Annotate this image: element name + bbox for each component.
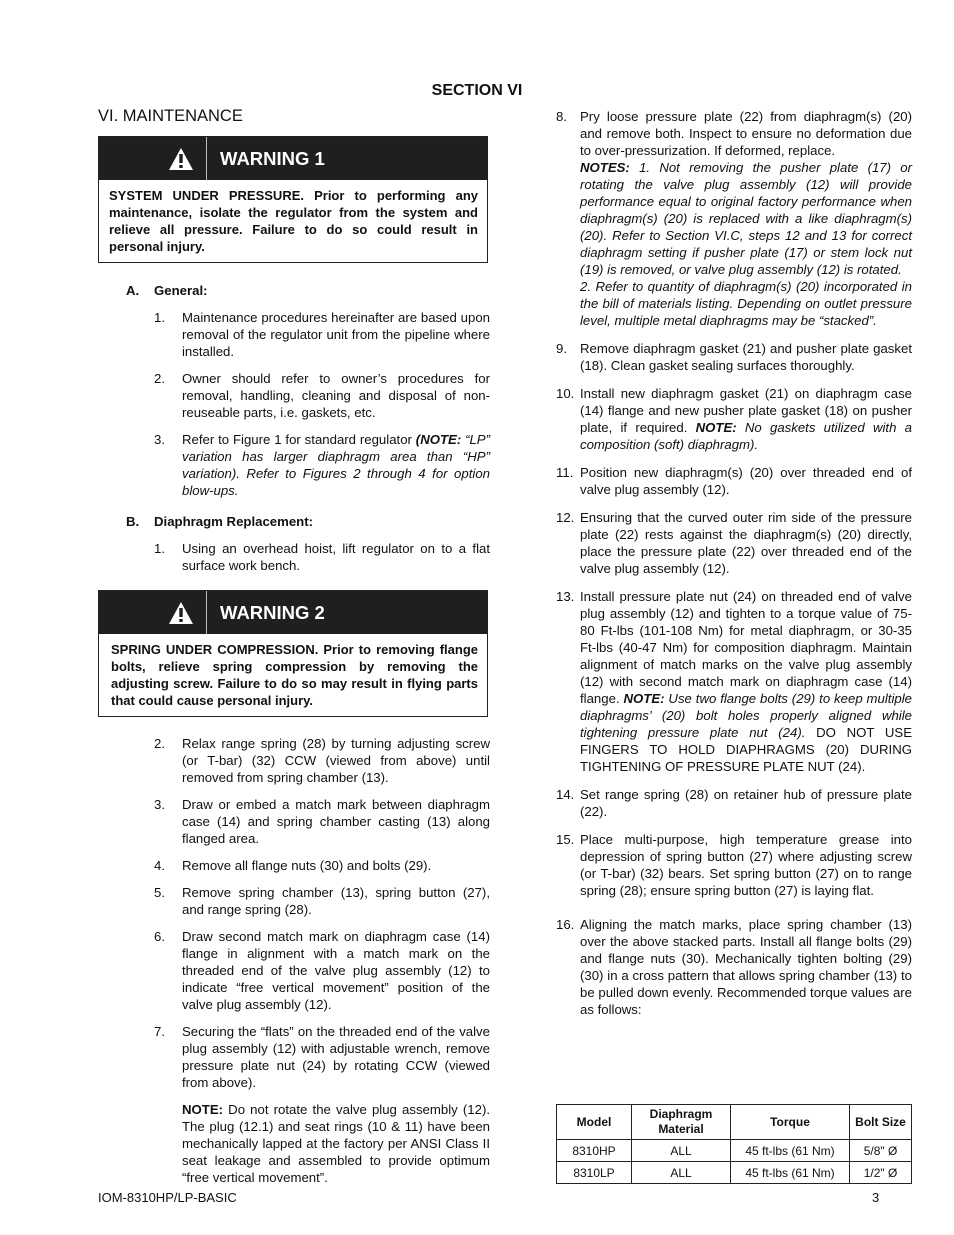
- table-cell: 1/2" Ø: [850, 1162, 912, 1184]
- step-11: 11. Position new diaphragm(s) (20) over threaded end of valve plug assembly (12).: [556, 465, 912, 497]
- warning-2-box: [98, 590, 488, 717]
- general-item-3: 3. Refer to Figure 1 for standard regulator (NOTE: “LP” variation has larger diaphragm area than “HP” variation). Refer to Figures 2 through 4 for option blow-ups.: [154, 432, 490, 498]
- table-row: [557, 1140, 912, 1162]
- step-4: 4. Remove all flange nuts (30) and bolts (29).: [154, 858, 432, 873]
- footer-page-number: 3: [872, 1190, 880, 1205]
- step-10: 10. Install new diaphragm gasket (21) on diaphragm case (14) flange and new pusher plate gasket (18) on pusher plate, if required. NOTE: No gaskets utilized with a composition (soft) diaphragm).: [556, 386, 912, 452]
- warning-2-header: [99, 591, 487, 634]
- table-header-cell: Torque: [731, 1105, 850, 1140]
- step-3: 3. Draw or embed a match mark between diaphragm case (14) and spring chamber casting (13) along flanged area.: [154, 797, 490, 846]
- warning-1-text: SYSTEM UNDER PRESSURE. Prior to performing any maintenance, isolate the regulator from the system and relieve all pressure. Failure to do so could result in personal injury.: [109, 188, 478, 254]
- warning-1-title: WARNING 1: [220, 148, 325, 169]
- right-column: [556, 108, 912, 1029]
- table-row: [557, 1162, 912, 1184]
- warning-2-title: WARNING 2: [220, 602, 325, 623]
- step-12: 12. Ensuring that the curved outer rim side of the pressure plate (22) rests against the diaphragm(s) (20) directly, place the pressure plate (22) over threaded end of the valve plug assembly (12).: [556, 510, 912, 576]
- step-9: 9. Remove diaphragm gasket (21) and pusher plate gasket (18). Clean gasket sealing surfaces thoroughly.: [556, 341, 912, 373]
- general-item-1: 1. Maintenance procedures hereinafter are based upon removal of the regulator unit from the pipeline where installed.: [154, 310, 490, 359]
- left-column: [98, 108, 490, 1186]
- warning-1-header: [99, 137, 487, 180]
- step-2: 2. Relax range spring (28) by turning adjusting screw (or T-bar) (32) CCW (viewed from above) until removed from spring chamber (13).: [154, 736, 490, 785]
- general-item-2: 2. Owner should refer to owner’s procedures for removal, handling, cleaning and disposal of non-reuseable parts, i.e. gaskets, etc.: [154, 371, 490, 420]
- table-header-cell: Model: [557, 1105, 632, 1140]
- table-cell: 8310HP: [557, 1140, 632, 1162]
- warning-1-box: [98, 136, 488, 263]
- warning-2-text: SPRING UNDER COMPRESSION. Prior to removing flange bolts, relieve spring compression by removing the adjusting screw. Failure to do so may result in flying parts that could cause personal injury.: [111, 642, 478, 708]
- maintenance-title: VI. MAINTENANCE: [98, 107, 243, 125]
- diaphragm-item-1: 1. Using an overhead hoist, lift regulator on to a flat surface work bench.: [154, 541, 490, 573]
- table-cell: ALL: [632, 1162, 731, 1184]
- general-heading: A. General:: [126, 283, 208, 298]
- table-cell: 8310LP: [557, 1162, 632, 1184]
- torque-table: [556, 1104, 912, 1184]
- table-header-row: [557, 1105, 912, 1140]
- footer-doc-id: IOM-8310HP/LP-BASIC: [98, 1190, 237, 1205]
- step-8: 8. Pry loose pressure plate (22) from diaphragm(s) (20) and remove both. Inspect to ensure no deformation due to over-pressurization. If deformed, replace. NOTES: 1. Not removing the pusher plate (17) or rotating the valve plug assembly (12) will provide performance equal to original factory performance when diaphragm(s) (20) is replaced with a like diaphragm(s) (20). Refer to Section VI.C, steps 12 and 13 for correct diaphragm setting if pusher plate (17) or stem lock nut (19) is removed, or valve plug assembly (12) is rotated. 2. Refer to quantity of diaphragm(s) (20) incorporated in the bill of materials listing. Depending on outlet pressure level, multiple metal diaphragms may be “stacked”.: [556, 109, 912, 328]
- table-cell: 45 ft-lbs (61 Nm): [731, 1140, 850, 1162]
- step-14: 14. Set range spring (28) on retainer hub of pressure plate (22).: [556, 787, 912, 819]
- step-7: 7. Securing the “flats” on the threaded end of the valve plug assembly (12) with adjustable wrench, remove pressure plate nut (24) by rotating CCW (viewed from above).: [154, 1024, 490, 1090]
- step-5: 5. Remove spring chamber (13), spring button (27), and range spring (28).: [154, 885, 490, 917]
- section-heading: SECTION VI: [431, 82, 523, 99]
- step-16: 16. Aligning the match marks, place spring chamber (13) over the above stacked parts. Install all flange bolts (29) and flange nuts (30). Mechanically tighten bolting (29) (30) in a cross pattern that allows spring chamber (13) to be pulled down evenly. Recommended torque values are as follows:: [556, 917, 912, 1017]
- table-header-cell: Diaphragm Material: [632, 1105, 731, 1140]
- table-cell: ALL: [632, 1140, 731, 1162]
- step-15: 15. Place multi-purpose, high temperature grease into depression of spring button (27) where adjusting screw (or T-bar) (32) bears. Set spring button (27) on to range spring (28); ensure spring button (27) is laying flat.: [556, 832, 912, 898]
- table-cell: 5/8" Ø: [850, 1140, 912, 1162]
- table-header-cell: Bolt Size: [850, 1105, 912, 1140]
- table-cell: 45 ft-lbs (61 Nm): [731, 1162, 850, 1184]
- step-6: 6. Draw second match mark on diaphragm case (14) flange in alignment with a match mark on the threaded end of the valve plug assembly (12) to indicate “free vertical movement” position of the valve plug assembly (12).: [154, 929, 490, 1012]
- diaphragm-heading: B. Diaphragm Replacement:: [126, 514, 314, 529]
- step-13: 13. Install pressure plate nut (24) on threaded end of valve plug assembly (12) and tighten to a torque value of 75-80 Ft-lbs (101-108 Nm) for metal diaphragm, or 30-35 Ft-lbs (40-47 Nm) for composition diaphragm. Maintain alignment of match marks on the valve plug assembly (12) with second match mark on diaphragm case (14) flange. NOTE: Use two flange bolts (29) to keep multiple diaphragms’ (20) bolt holes properly aligned while tightening pressure plate nut (24). DO NOT USE FINGERS TO HOLD DIAPHRAGMS (20) DURING TIGHTENING OF PRESSURE PLATE NUT (24).: [556, 589, 912, 774]
- step-7-note: NOTE: Do not rotate the valve plug assembly (12). The plug (12.1) and seat rings (10 & 11) have been mechanically lapped at the factory per ANSI Class II seat leakage and assembled to provide optimum “free vertical movement”.: [182, 1102, 490, 1185]
- warning-triangle-icon: [168, 601, 194, 625]
- warning-triangle-icon: [168, 147, 194, 171]
